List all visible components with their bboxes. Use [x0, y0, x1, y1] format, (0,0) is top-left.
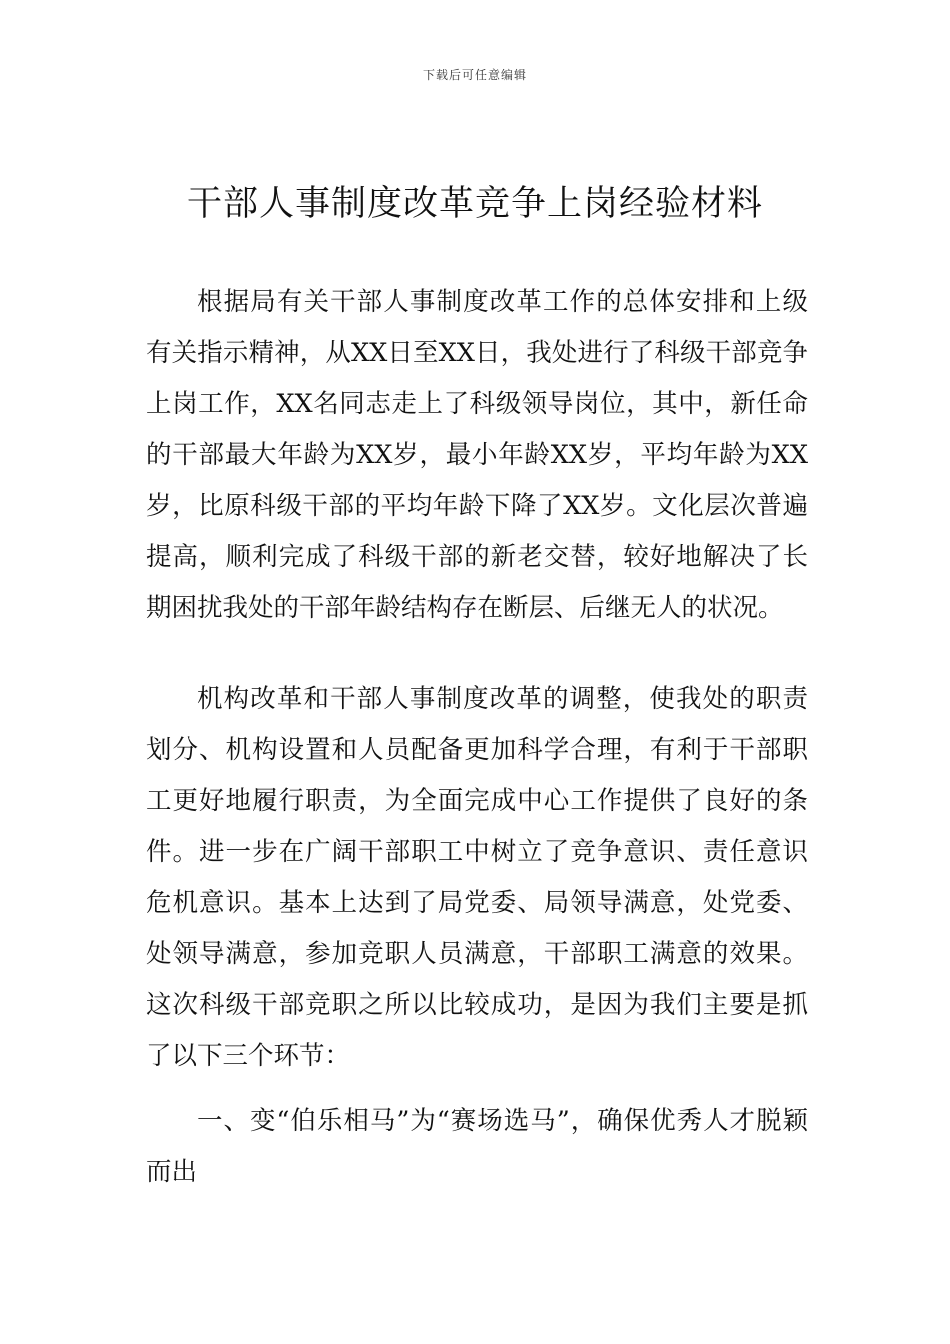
paragraph-2: 机构改革和干部人事制度改革的调整，使我处的职责划分、机构设置和人员配备更加科学合理，有利于干部职工更好地履行职责，为全面完成中心工作提供了良好的条件。进一步在广阔干部职工中树立了竞争意识、责任意识危机意识。基本上达到了局党委、局领导满意，处党委、处领导满意，参加竞职人员满意，干部职工满意的效果。这次科级干部竞职之所以比较成功，是因为我们主要是抓了以下三个环节： — [146, 684, 808, 1071]
paragraph-1: 根据局有关干部人事制度改革工作的总体安排和上级有关指示精神，从XX日至XX日，我处进行了科级干部竞争上岗工作，XX名同志走上了科级领导岗位，其中，新任命的干部最大年龄为XX岁，最小年龄XX岁，平均年龄为XX岁，比原科级干部的平均年龄下降了XX岁。文化层次普遍提高，顺利完成了科级干部的新老交替，较好地解决了长期困扰我处的干部年龄结构存在断层、后继无人的状况。 — [146, 287, 808, 623]
document-title: 干部人事制度改革竞争上岗经验材料 — [186, 184, 763, 224]
section-heading-1: 一、变“伯乐相马”为“赛场选马”，确保优秀人才脱颖而出 — [146, 1106, 808, 1187]
header-note: 下载后可任意编辑 — [422, 68, 527, 82]
